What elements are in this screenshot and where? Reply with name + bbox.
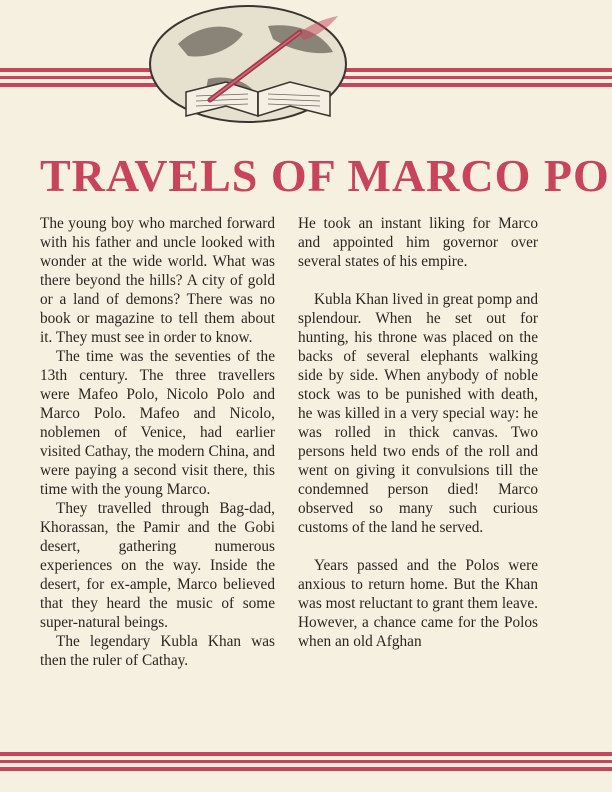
paragraph: The time was the seventies of the 13th century. The three travellers were Mafeo Polo, Nicolo Polo and Marco Polo. Mafeo and Nicolo, noblemen of Venice, had earlier visited Cathay, the modern China, and were paying a second visit there, this time with the young Marco. [40, 348, 275, 498]
paragraph: The legendary Kubla Khan was then the ruler of Cathay. [40, 633, 275, 669]
article-column-left [40, 214, 275, 670]
paragraph: He took an instant liking for Marco and appointed him governor over several states of his empire. [298, 215, 538, 270]
paragraph: They travelled through Bag-dad, Khorassan, the Pamir and the Gobi desert, gathering numerous experiences on the way. Inside the desert, for ex-ample, Marco believed that they heard the music of some super-natural beings. [40, 500, 275, 631]
article-column-right [298, 214, 538, 651]
paragraph: Years passed and the Polos were anxious to return home. But the Khan was most reluctant to grant them leave. However, a chance came for the Polos when an old Afghan [298, 557, 538, 650]
paragraph: Kubla Khan lived in great pomp and splendour. When he set out for hunting, his throne was placed on the backs of several elephants walking side by side. When anybody of noble stock was to be punished with death, he was killed in a very special way: he was rolled in thick canvas. Two persons held two ends of the roll and went on giving it convulsions till the condemned person died! Marco observed so many such curious customs of the land he served. [298, 291, 538, 536]
globe-book-quill-icon [148, 4, 348, 134]
bottom-decorative-stripes [0, 752, 612, 775]
page-title: TRAVELS OF MARCO PO [40, 150, 610, 201]
paragraph: The young boy who marched forward with his father and uncle looked with wonder at the wide world. What was there beyond the hills? A city of gold or a land of demons? There was no book or magazine to tell them about it. They must see in order to know. [40, 215, 275, 346]
